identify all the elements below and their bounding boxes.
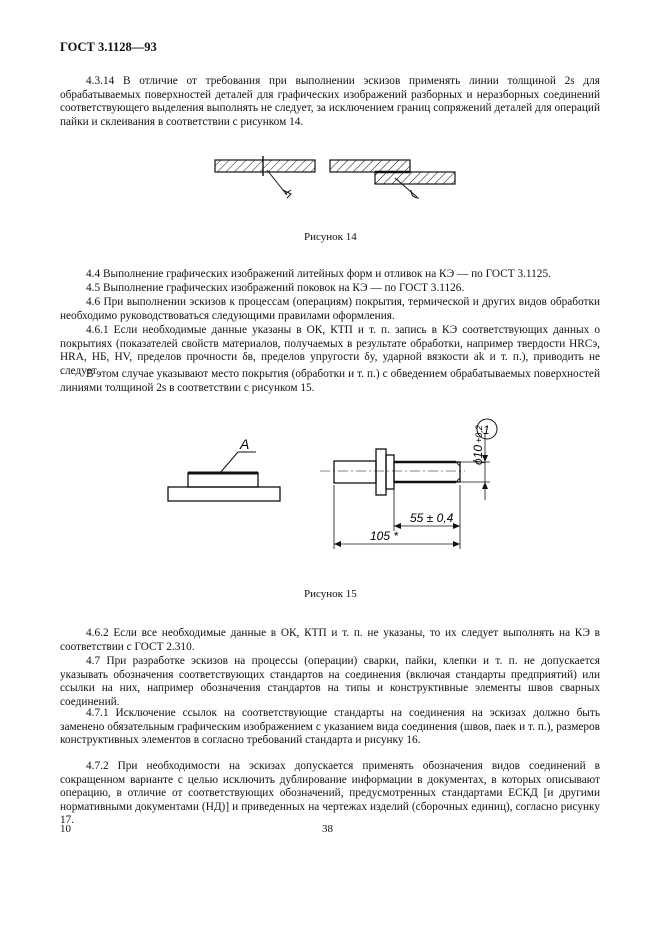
fig15-callout-1: 1 bbox=[483, 423, 490, 437]
paragraph-4-3-14: 4.3.14 В отличие от требования при выполнении эскизов применять линии толщиной 2s для обрабатываемых поверхностей деталей для графических изображений разборных и неразборных соединений соответствующего выделения выполнять не следует, за исключением границ сопряжений деталей для операций пайки и склеивания в соответствии с рисунком 14. bbox=[60, 75, 600, 128]
fig15-shaft-part bbox=[320, 419, 497, 549]
paragraph-4-5: 4.5 Выполнение графических изображений поковок на КЭ — по ГОСТ 3.1126. bbox=[86, 282, 465, 294]
fig15-dim-105: 105 * bbox=[370, 529, 399, 543]
paragraph-4-6-1: 4.6.1 Если необходимые данные указаны в ОК, КТП и т. п. запись в КЭ соответствующих данных о покрытиях (показателей свойств материалов, получаемых в результате обработки, например твердости HRCэ, HRA, НБ, HV, пределов прочности δв, пределов упругости δy, ударной вязкости ak и т. п.), приводить не следует. bbox=[60, 324, 600, 377]
page-number: 38 bbox=[322, 823, 333, 835]
paragraph-coating-place: В этом случае указывают место покрытия (обработки и т. п.) с обведением обрабатываемых поверхностей линиями толщиной 2s в соответствии с рисунком 15. bbox=[60, 368, 600, 394]
paragraph-4-7-2: 4.7.2 При необходимости на эскизах допускается применять обозначения видов соединений в сокращенном варианте с целью исключить дублирование информации в документах, в которых описывают операцию, в отличие от соответствующих обозначений, предусмотренных стандартами ЕСКД [и другими нормативными документами (НД)] и приведенных на чертежах изделий (сборочных единиц), согласно рисунку 17. bbox=[60, 760, 600, 827]
figure-15 bbox=[160, 415, 520, 560]
fig14-right-joint bbox=[330, 160, 455, 198]
figure-15-caption: Рисунок 15 bbox=[304, 588, 357, 600]
fig15-plate-part bbox=[168, 436, 280, 501]
fig15-diameter-tolerance: +0,2 bbox=[474, 425, 484, 443]
paragraph-4-4: 4.4 Выполнение графических изображений литейных форм и отливок на КЭ — по ГОСТ 3.1125. bbox=[86, 268, 551, 280]
footer-left-number: 10 bbox=[60, 823, 71, 835]
fig15-dim-55: 55 ± 0,4 bbox=[410, 511, 454, 525]
document-header: ГОСТ 3.1128—93 bbox=[60, 40, 157, 54]
paragraph-4-7: 4.7 При разработке эскизов на процессы (операции) сварки, пайки, клепки и т. п. не допускается указывать обозначения соответствующих стандартов на соединения (включая стандарты предприятий) или ссылки на них, например обозначения стандартов на типы и конструктивные элементы швов сварных соединений. bbox=[60, 655, 600, 708]
paragraph-4-6: 4.6 При выполнении эскизов к процессам (операциям) покрытия, термической и других видов обработки необходимо руководствоваться следующими правилами оформления. bbox=[60, 296, 600, 322]
paragraph-4-6-2: 4.6.2 Если все необходимые данные в ОК, КТП и т. п. не указаны, то их следует выполнять на КЭ в соответствии с ГОСТ 2.310. bbox=[60, 627, 600, 653]
fig15-label-a: A bbox=[240, 436, 250, 452]
paragraph-4-7-1: 4.7.1 Исключение ссылок на соответствующие стандарты на соединения на эскизах должно быть заменено обязательным графическим изображением с указанием вида соединения (швов, паек и т. п.), размеров конструктивных элементов в согласно требований стандарта и рисунку 16. bbox=[60, 707, 600, 747]
figure-14 bbox=[205, 150, 465, 210]
fig14-left-joint bbox=[215, 156, 315, 198]
fig15-diameter: ϕ10 bbox=[471, 444, 485, 465]
figure-14-caption: Рисунок 14 bbox=[304, 231, 357, 243]
